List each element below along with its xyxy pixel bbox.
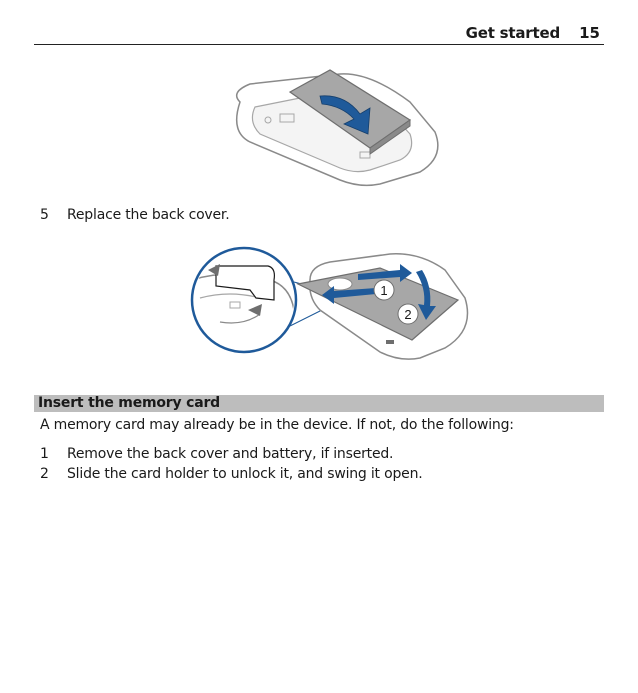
callout-1: 1 [380,283,388,298]
header-section-title: Get started [465,24,560,42]
step-text: Slide the card holder to unlock it, and swing it open. [67,466,423,482]
step-2 [40,466,423,482]
back-cover-illustration [190,240,480,370]
step-number: 1 [40,446,49,462]
section-title: Insert the memory card [38,395,220,411]
step-text: Replace the back cover. [67,207,230,223]
page-number: 15 [579,24,600,42]
step-text: Remove the back cover and battery, if inserted. [67,446,394,462]
step-1 [40,446,393,462]
step-5 [40,207,229,223]
step-number: 5 [40,207,49,223]
step-number: 2 [40,466,49,482]
section-heading-bar [34,395,604,412]
page-header [34,22,604,45]
callout-2: 2 [404,307,412,322]
section-intro: A memory card may already be in the device. If not, do the following: [40,417,514,433]
battery-insert-illustration [220,62,450,192]
